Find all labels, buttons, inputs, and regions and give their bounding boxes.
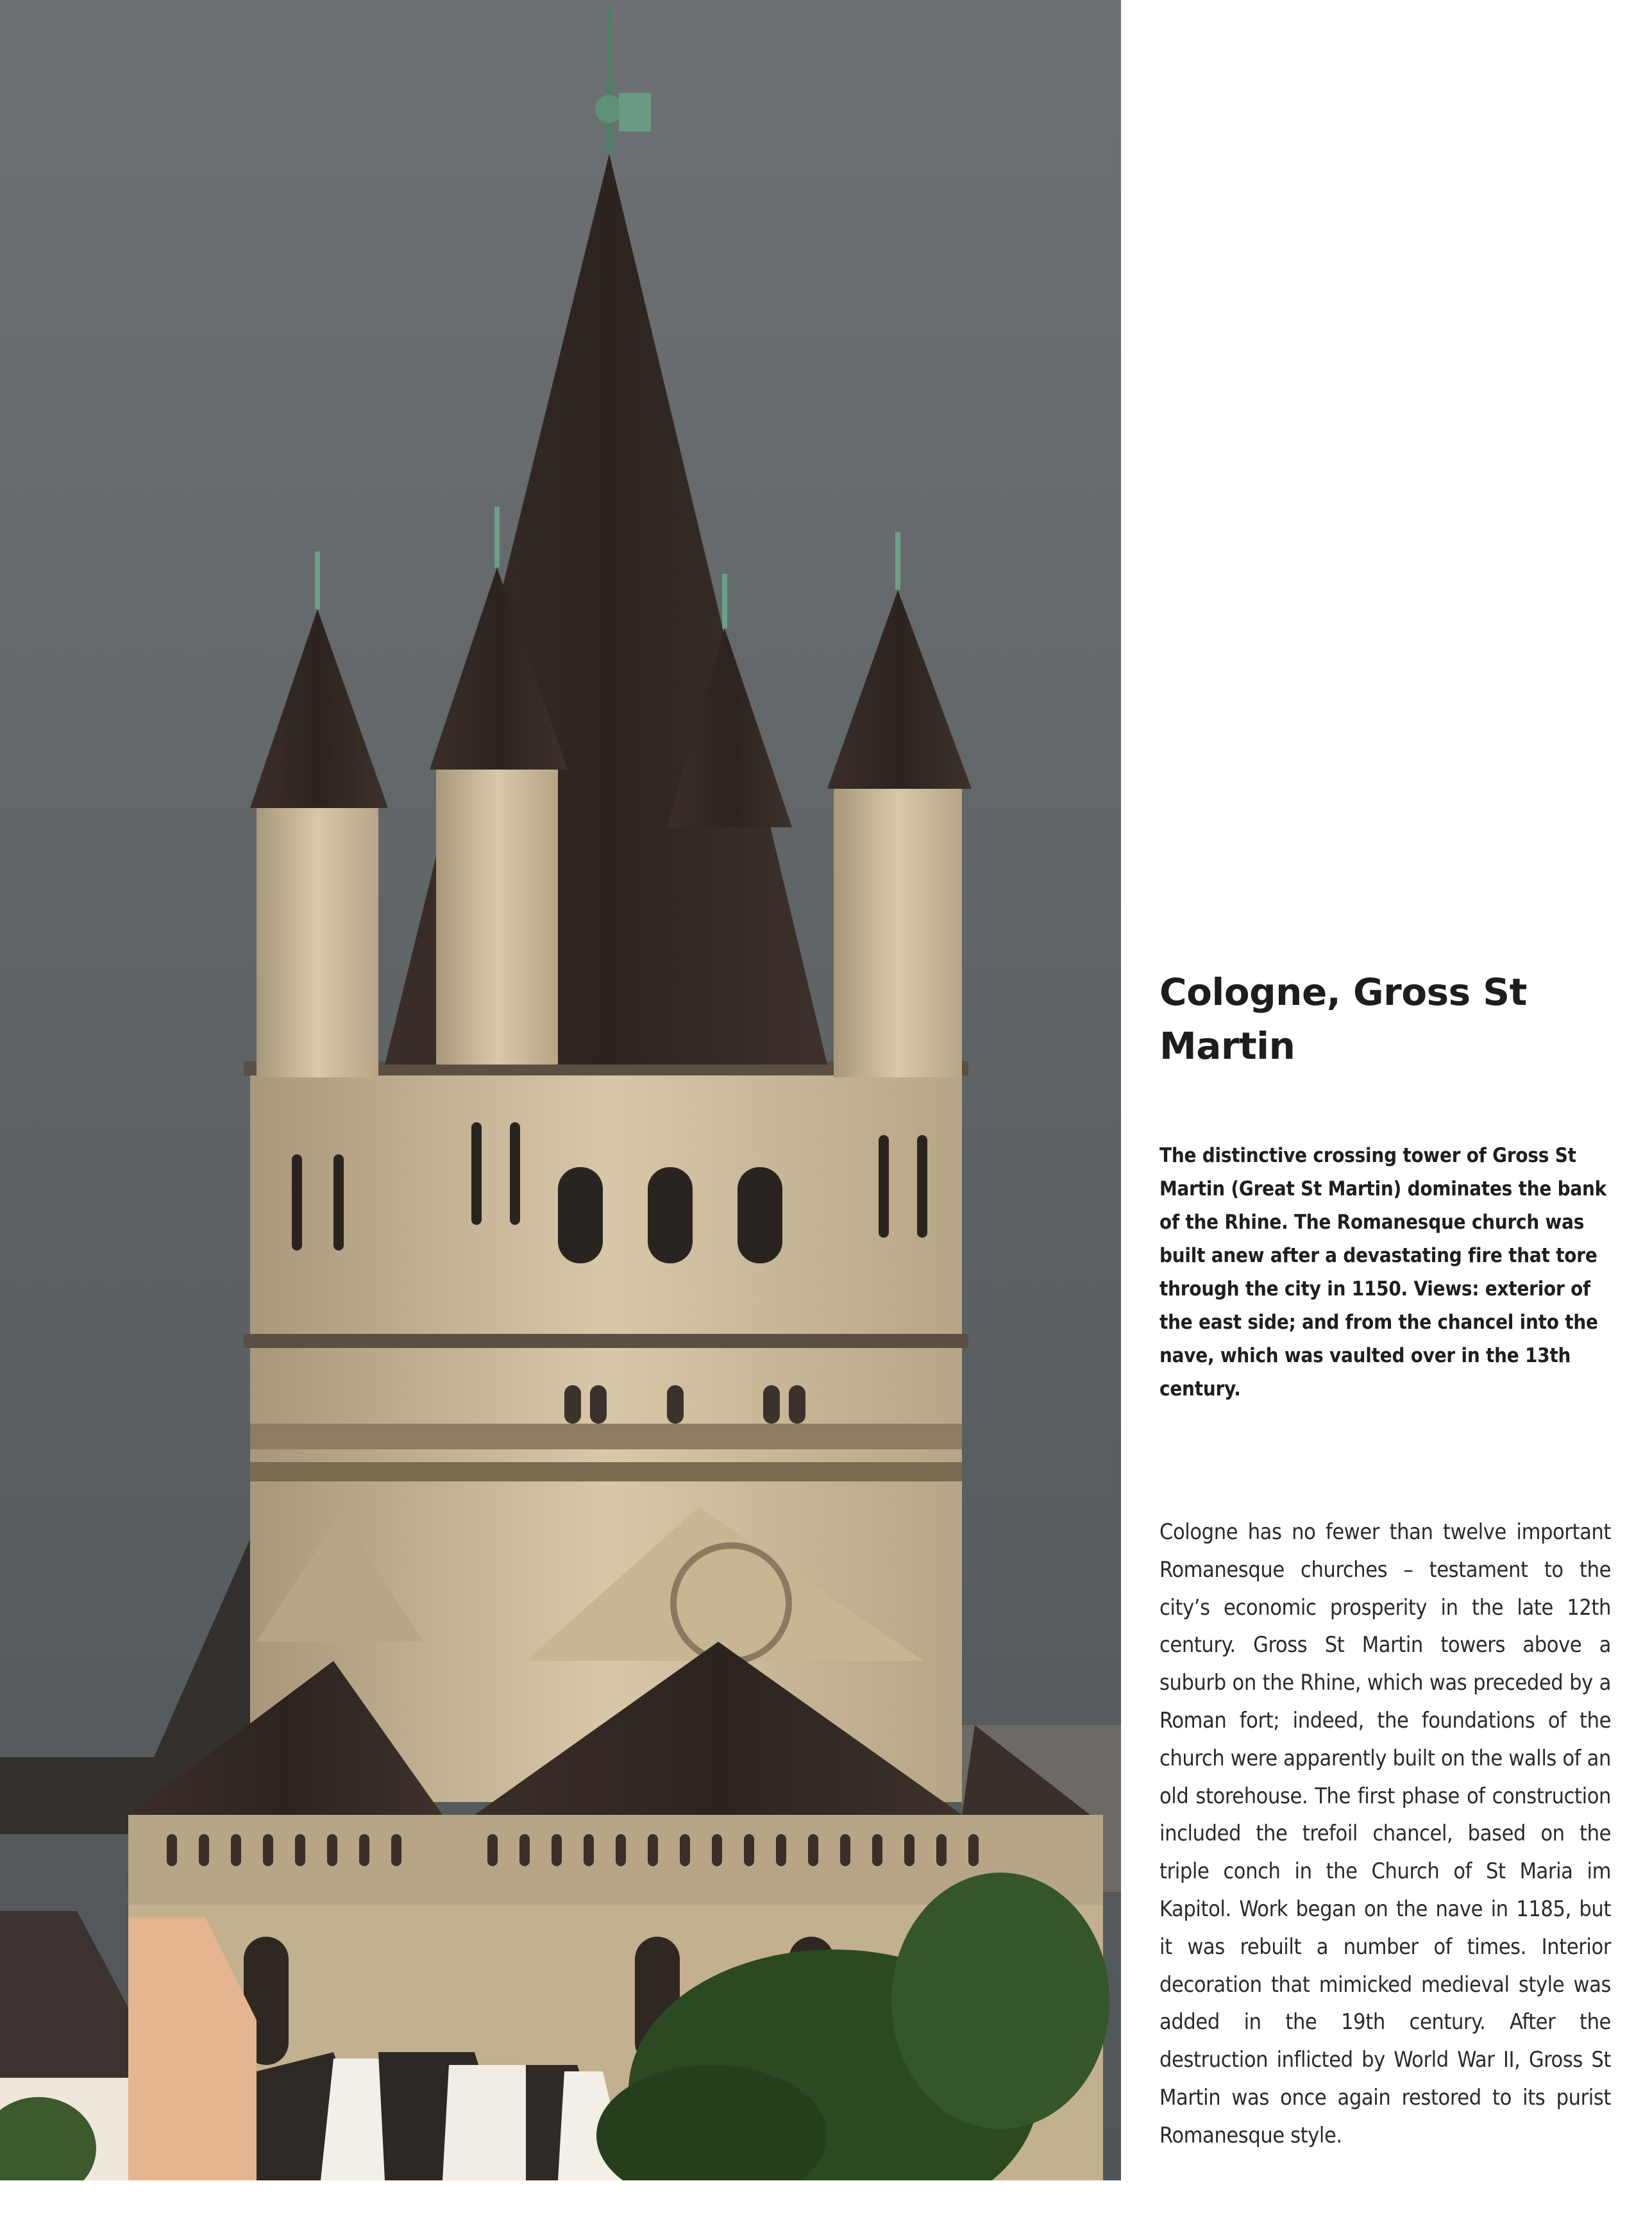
turret-right [834, 789, 962, 1077]
text-column [1159, 0, 1621, 2224]
turret-left [257, 808, 378, 1077]
article-title: Cologne, Gross St Martin [1159, 970, 1527, 1068]
article-body: Cologne has no fewer than twelve important Romanesque churches – testament to the city’s economic prosperity in the late 12th century. Gross St Martin towers above a suburb on the Rhine, which was preceded by a Roman fort; indeed, the foundations of the church were apparently built on the walls of an old storehouse. The first phase of construction included the trefoil chancel, based on the triple conch in the Church of St Maria im Kapitol. Work began on the nave in 1185, but it was rebuilt a number of times. Interior decoration that mimicked medieval style was added in the 19th century. After the destruction inflicted by World War II, Gross St Martin was once again restored to its purist Romanesque style. [1159, 1519, 1611, 2148]
turret-left-inner [436, 770, 558, 1065]
photo-caption: The distinctive crossing tower of Gross St Martin (Great St Martin) dominates the bank of the Rhine. The Romanesque church was built anew after a devastating fire that tore through the city in 1150. Views: exterior of the east side; and from the chancel into the nave, which was vaulted over in the 13th century. [1159, 1144, 1606, 1401]
